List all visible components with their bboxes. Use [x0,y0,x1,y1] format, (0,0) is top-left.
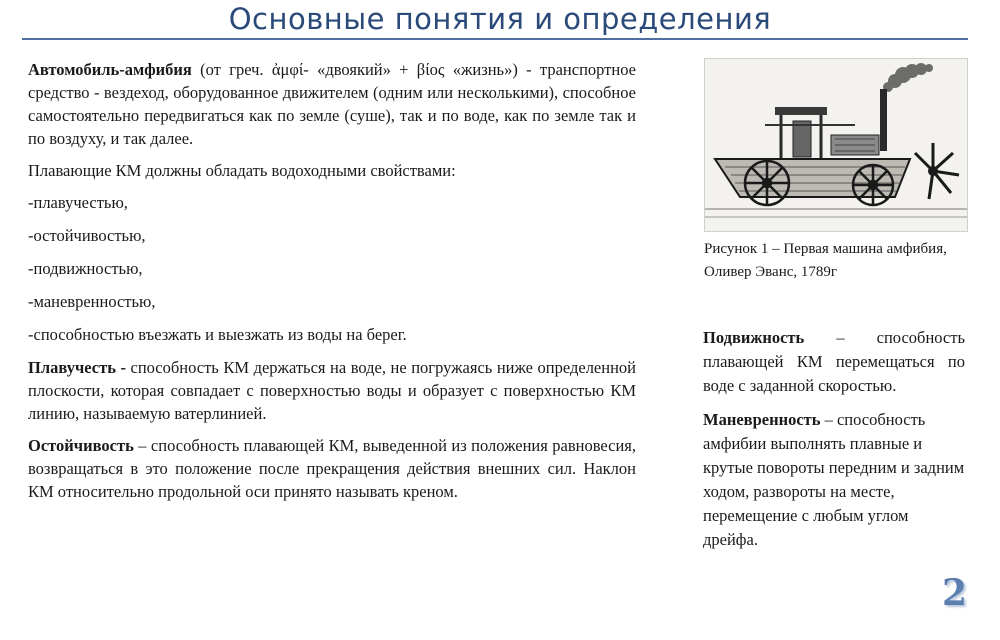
maneuverability-term: Маневренность [703,410,821,429]
title-divider [22,38,968,40]
stability-paragraph [28,434,636,503]
figure-caption: Рисунок 1 – Первая машина амфибия, Оливер Эванс, 1789г [704,241,947,280]
properties-intro: Плавающие КМ должны обладать водоходными свойствами: [28,161,456,180]
stability-text: – способность плавающей КМ, выведенной из положения равновесия, возвращаться в это положение после прекращения действия внешних сил. Наклон КМ относительно продольной оси принято называть креном. [28,436,636,501]
stability-term: Остойчивость [28,436,134,455]
definition-term: Автомобиль-амфибия [28,60,192,79]
amphibian-vehicle-engraving [705,59,967,231]
main-text-column [28,58,636,512]
maneuverability-text: – способность амфибии выполнять плавные и крутые повороты передним и задним ходом, развороты на месте, перемещение с любым углом дрейфа. [703,410,965,549]
maneuverability-paragraph [703,408,965,552]
mobility-paragraph [703,326,965,398]
buoyancy-paragraph [28,356,636,425]
mobility-term: Подвижность [703,328,805,347]
property-item: -плавучестью, [28,193,128,212]
page-number: 2 [942,572,968,614]
property-item: -остойчивостью, [28,226,146,245]
definition-paragraph [28,58,636,150]
page-title: Основные понятия и определения [228,2,772,36]
definition-text: (от греч. ἀμφί- «двоякий» + βίος «жизнь») - транспортное средство - вездеход, оборудованное движителем (одним или несколькими), способное самостоятельно передвигаться как по земле (суше), так и по воде, как по земле так и по воздуху, и так далее. [28,60,636,148]
side-text-column [703,326,965,562]
amphibian-illustration [704,58,968,232]
mobility-text: – способность плавающей КМ перемещаться по воде с заданной скоростью. [703,328,965,395]
property-item: -маневренностью, [28,292,156,311]
property-item: -подвижностью, [28,259,143,278]
property-item: -способностью въезжать и выезжать из воды на берег. [28,325,407,344]
buoyancy-term: Плавучесть - [28,358,126,377]
buoyancy-text: способность КМ держаться на воде, не погружаясь ниже определенной плоскости, которая совпадает с поверхностью воды и образует с поверхностью КМ линию, называемую ватерлинией. [28,358,636,423]
